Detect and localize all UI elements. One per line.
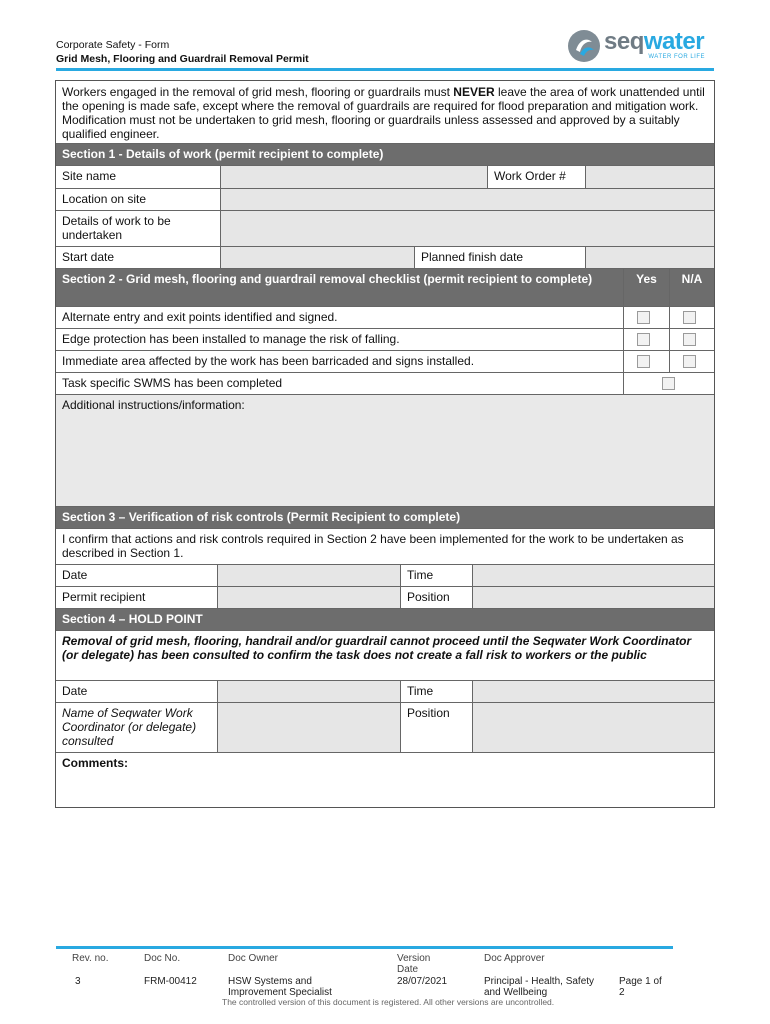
- owner-value: HSW Systems and Improvement Specialist: [228, 976, 332, 998]
- yes-column-header: Yes: [624, 269, 670, 307]
- finish-date-label: Planned finish date: [415, 247, 586, 269]
- water-drop-icon: [566, 28, 602, 64]
- swms-checkbox[interactable]: [662, 377, 675, 390]
- checklist-item: Immediate area affected by the work has been barricaded and signs installed.: [56, 351, 624, 373]
- hold-point-warning: Removal of grid mesh, flooring, handrail and/or guardrail cannot proceed until the Seqwater Work Coordinator (or delegate) has been consulted to confirm the task does not create a fall risk to workers or the public: [56, 631, 714, 681]
- comments-label: Comments:: [62, 756, 129, 770]
- logo-text-seq: seq: [604, 28, 644, 55]
- s3-time-label: Time: [401, 565, 473, 587]
- checklist-yes-cell: [624, 307, 670, 329]
- finish-date-field[interactable]: [586, 247, 714, 269]
- details-label: Details of work to be undertaken: [56, 211, 221, 247]
- na-column-header: N/A: [670, 269, 714, 307]
- checklist-item: Task specific SWMS has been completed: [56, 373, 624, 395]
- s4-date-label: Date: [56, 681, 218, 703]
- docno-label: Doc No.: [144, 953, 181, 964]
- version-label: Version Date: [397, 953, 431, 975]
- s4-time-label: Time: [401, 681, 473, 703]
- rev-value: 3: [75, 976, 81, 987]
- form-category: Corporate Safety - Form: [56, 39, 170, 51]
- owner-label: Doc Owner: [228, 953, 279, 964]
- logo-tagline: WATER FOR LIFE: [648, 54, 705, 60]
- permit-recipient-field[interactable]: [218, 587, 401, 609]
- work-order-field[interactable]: [586, 166, 714, 189]
- yes-checkbox[interactable]: [637, 311, 650, 324]
- location-label: Location on site: [56, 189, 221, 211]
- rev-label: Rev. no.: [72, 953, 109, 964]
- approver-label: Doc Approver: [484, 953, 545, 964]
- na-checkbox[interactable]: [683, 333, 696, 346]
- checklist-yes-cell: [624, 329, 670, 351]
- s3-date-field[interactable]: [218, 565, 401, 587]
- location-field[interactable]: [221, 189, 714, 211]
- checklist-na-cell: [670, 307, 714, 329]
- site-name-field[interactable]: [221, 166, 488, 189]
- section2-header: Section 2 - Grid mesh, flooring and guardrail removal checklist (permit recipient to complete): [56, 269, 624, 307]
- na-checkbox[interactable]: [683, 311, 696, 324]
- checklist-combined-cell: [624, 373, 714, 395]
- s4-time-field[interactable]: [473, 681, 714, 703]
- approver-value: Principal - Health, Safety and Wellbeing: [484, 976, 595, 998]
- na-checkbox[interactable]: [683, 355, 696, 368]
- section1-header: Section 1 - Details of work (permit recipient to complete): [56, 144, 714, 166]
- s3-date-label: Date: [56, 565, 218, 587]
- controlled-version-notice: The controlled version of this document is registered. All other versions are uncontrolled.: [222, 997, 555, 1007]
- section4-header: Section 4 – HOLD POINT: [56, 609, 714, 631]
- site-name-label: Site name: [56, 166, 221, 189]
- s3-position-field[interactable]: [473, 587, 714, 609]
- s4-position-field[interactable]: [473, 703, 714, 753]
- seqwater-logo: [566, 26, 711, 66]
- coordinator-name-field[interactable]: [218, 703, 401, 753]
- coordinator-name-label: Name of Seqwater Work Coordinator (or delegate) consulted: [56, 703, 218, 753]
- permit-recipient-label: Permit recipient: [56, 587, 218, 609]
- s4-position-label: Position: [401, 703, 473, 753]
- yes-checkbox[interactable]: [637, 333, 650, 346]
- checklist-na-cell: [670, 351, 714, 373]
- checklist-na-cell: [670, 329, 714, 351]
- checklist-item: Alternate entry and exit points identified and signed.: [56, 307, 624, 329]
- footer-rule: [56, 946, 673, 949]
- section3-header: Section 3 – Verification of risk controls (Permit Recipient to complete): [56, 507, 714, 529]
- page-number: Page 1 of 2: [619, 976, 662, 998]
- checklist-item: Edge protection has been installed to manage the risk of falling.: [56, 329, 624, 351]
- intro-text: Workers engaged in the removal of grid mesh, flooring or guardrails must NEVER leave the area of work unattended until the opening is made safe, except where the removal of guardrails are required for flood preparation and mitigation work. Modification must not be undertaken to grid mesh, flooring or guardrails unless assessed and approved by a suitably qualified engineer.: [56, 81, 714, 144]
- logo-text-water: water: [643, 28, 705, 55]
- permit-form: [55, 80, 715, 808]
- additional-label: Additional instructions/information:: [56, 395, 714, 507]
- confirmation-text: I confirm that actions and risk controls required in Section 2 have been implemented for the work to be undertaken as described in Section 1.: [56, 529, 714, 565]
- header-rule: [56, 68, 714, 71]
- start-date-label: Start date: [56, 247, 221, 269]
- details-field[interactable]: [221, 211, 714, 247]
- s3-time-field[interactable]: [473, 565, 714, 587]
- checklist-yes-cell: [624, 351, 670, 373]
- work-order-label: Work Order #: [488, 166, 586, 189]
- page-title: Grid Mesh, Flooring and Guardrail Removal Permit: [56, 53, 309, 65]
- docno-value: FRM-00412: [144, 976, 197, 987]
- version-value: 28/07/2021: [397, 976, 448, 987]
- s4-date-field[interactable]: [218, 681, 401, 703]
- yes-checkbox[interactable]: [637, 355, 650, 368]
- s3-position-label: Position: [401, 587, 473, 609]
- start-date-field[interactable]: [221, 247, 415, 269]
